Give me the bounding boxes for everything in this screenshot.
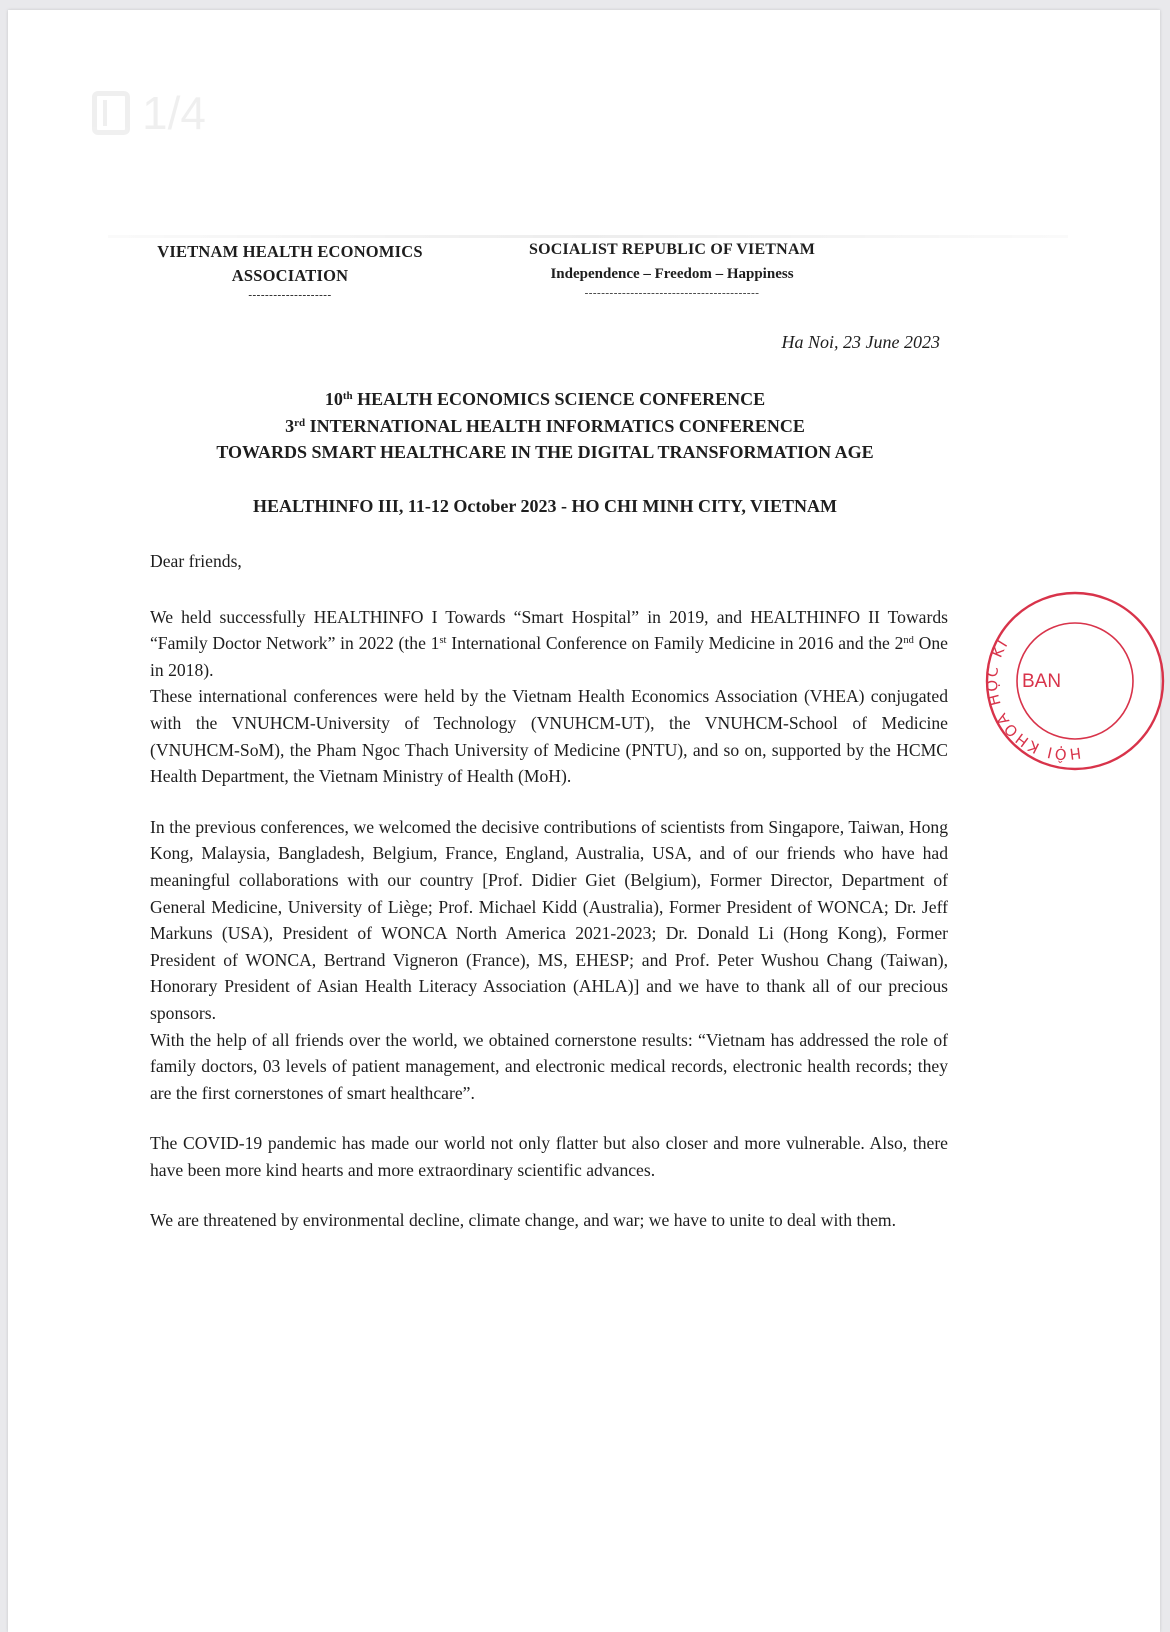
org-name-line2: ASSOCIATION	[231, 266, 349, 285]
conference-titles	[120, 386, 970, 466]
salutation: Dear friends,	[150, 551, 242, 571]
seal-center-text: BAN	[1022, 671, 1062, 692]
page-indicator	[92, 86, 206, 140]
seal-arc-text: HỘI KHOA HỌC KI	[982, 635, 1082, 764]
paragraph-6: We are threatened by environmental decline, climate change, and war; we have to unite to deal with them.	[150, 1210, 897, 1231]
country-header	[512, 238, 832, 300]
conference-title-2: 3rd INTERNATIONAL HEALTH INFORMATICS CONFERENCE	[285, 415, 805, 436]
document-icon	[92, 91, 130, 135]
organization-header	[150, 240, 430, 302]
conference-title-1: 10th HEALTH ECONOMICS SCIENCE CONFERENCE	[324, 389, 766, 409]
paragraph-3: In the previous conferences, we welcomed the decisive contributions of scientists from Singapore, Taiwan, Hong Kong, Malaysia, Bangladesh, Belgium, France, England, Australia, USA, and of our friends who have had meaningful collaborations with our country [Prof. Didier Giet (Belgium), Former Director, Department of General Medicine, University of Liège; Prof. Michael Kidd (Australia), Former President of WONCA; Dr. Jeff Markuns (USA), President of WONCA North America 2021-2023; Dr. Donald Li (Hong Kong), Former President of WONCA, Bertrand Vigneron (France), MS, EHESP; and Prof. Peter Wushou Chang (Taiwan), Honorary President of Asian Health Literacy Association (AHLA)] and we have to thank all of our precious sponsors.	[150, 816, 948, 1023]
paragraph-5: The COVID-19 pandemic has made our world not only flatter but also closer and more vulnerable. Also, there have been more kind hearts and more extraordinary scientific advances.	[150, 1133, 948, 1180]
event-info: HEALTHINFO III, 11-12 October 2023 - HO CHI MINH CITY, VIETNAM	[252, 496, 838, 516]
paragraph-1: We held successfully HEALTHINFO I Towards “Smart Hospital” in 2019, and HEALTHINFO II Towards “Family Doctor Network” in 2022 (the 1st International Conference on Family Medicine in 2016 and the 2nd One in 2018).	[150, 606, 948, 680]
org-divider: --------------------	[248, 289, 332, 301]
official-seal	[980, 586, 1170, 776]
letter-body	[150, 548, 948, 1234]
letter-date: Ha Noi, 23 June 2023	[781, 332, 940, 352]
country-name: SOCIALIST REPUBLIC OF VIETNAM	[528, 241, 815, 258]
paragraph-2: These international conferences were held by the Vietnam Health Economics Association (VHEA) conjugated with the VNUHCM-University of Technology (VNUHCM-UT), the VNUHCM-School of Medicine (VNUHCM-SoM), the Pham Ngoc Thach University of Medicine (PNTU), and so on, supported by the HCMC Health Department, the Vietnam Ministry of Health (MoH).	[150, 686, 948, 787]
motto-divider: ------------------------------------------	[584, 287, 760, 299]
conference-title-3: TOWARDS SMART HEALTHCARE IN THE DIGITAL TRANSFORMATION AGE	[216, 442, 874, 462]
paragraph-4: With the help of all friends over the world, we obtained cornerstone results: “Vietnam has addressed the role of family doctors, 03 levels of patient management, and electronic medical records, electronic health records; they are the first cornerstones of smart healthcare”.	[150, 1029, 948, 1103]
national-motto: Independence – Freedom – Happiness	[550, 266, 794, 282]
org-name-line1: VIETNAM HEALTH ECONOMICS	[157, 242, 423, 261]
page-counter: 1/4	[142, 87, 206, 139]
